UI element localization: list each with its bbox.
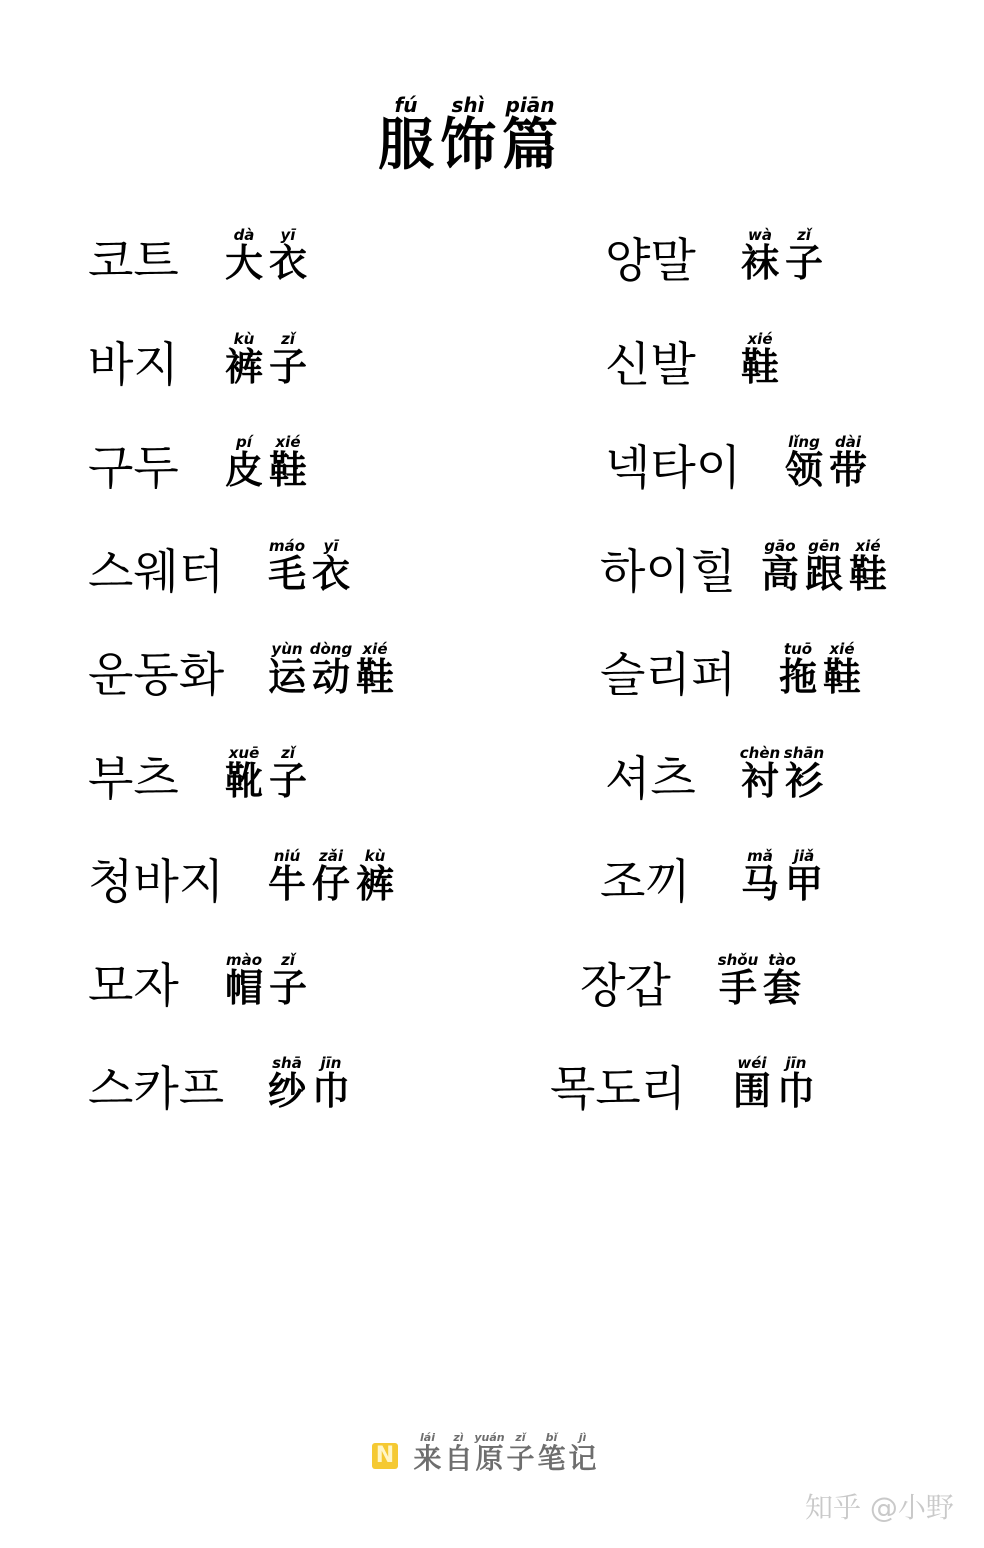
pinyin: dà [233,226,255,244]
pinyin: tuō [783,640,813,658]
korean-word: 하이힐 [600,544,737,600]
pinyin: xié [275,433,301,451]
hanzi: 拖 [778,654,817,699]
footer-char [443,1432,474,1473]
hanzi-with-pinyin [309,1054,353,1113]
hanzi-with-pinyin [266,329,310,389]
chinese-word [782,433,870,492]
hanzi: 毛 [267,550,306,596]
hanzi-with-pinyin [738,329,782,389]
pinyin: dòng [309,640,353,658]
hanzi: 马 [740,861,779,906]
chinese-word [716,950,804,1010]
hanzi: 领 [784,447,823,492]
pinyin: gēn [808,536,840,555]
footer-pinyin: bǐ [545,1431,558,1444]
pinyin: zǐ [281,743,295,762]
pinyin: tào [768,950,796,969]
hanzi: 子 [268,964,307,1010]
hanzi: 袜 [740,240,779,285]
footer-pinyin: jì [578,1431,587,1444]
pinyin: kù [364,847,386,865]
korean-word: 바지 [88,337,179,393]
hanzi-with-pinyin [738,226,782,285]
korean-word: 스웨터 [88,544,225,600]
footer-hanzi: 来 [413,1442,442,1475]
korean-word: 양말 [605,234,696,289]
hanzi-with-pinyin [265,1054,309,1113]
footer-char [412,1432,443,1473]
pinyin: xié [829,640,855,658]
pinyin: máo [268,536,306,555]
pinyin: dài [834,433,861,451]
title-pinyin: piān [505,93,555,117]
hanzi-with-pinyin [760,950,804,1010]
title-char [437,93,499,178]
hanzi: 鞋 [268,447,307,492]
chinese-word [738,329,782,389]
hanzi: 鞋 [822,654,861,699]
pinyin: pí [236,433,252,451]
footer-pinyin: zì [453,1431,464,1444]
title-pinyin: shì [451,93,485,117]
pinyin: shān [783,743,825,762]
vocab-row [0,728,984,808]
footer-pinyin: yuán [474,1431,505,1444]
chinese-word [776,640,864,699]
hanzi: 高 [760,550,799,596]
n-logo-icon [372,1443,398,1469]
korean-word: 구두 [88,441,179,496]
hanzi-with-pinyin [309,847,353,906]
vocab-row [0,521,984,601]
korean-word: 셔츠 [605,751,696,807]
pinyin: zǐ [281,950,295,969]
hanzi-with-pinyin [802,536,846,596]
hanzi-with-pinyin [222,226,266,285]
hanzi-with-pinyin [353,640,397,699]
chinese-word [222,743,310,803]
hanzi-with-pinyin [265,640,309,699]
hanzi-with-pinyin [758,536,802,596]
footer-char [505,1432,536,1473]
chinese-word [222,329,310,389]
chinese-word [222,226,310,285]
pinyin: shā [272,1054,302,1072]
pinyin: jiǎ [793,847,815,865]
footer-pinyin: zǐ [515,1431,526,1444]
pinyin: mǎ [747,847,773,865]
hanzi-with-pinyin [716,950,760,1010]
hanzi: 子 [784,240,823,285]
korean-word: 넥타이 [605,441,742,496]
footer-pinyin: lái [420,1431,435,1444]
hanzi: 仔 [311,861,350,906]
hanzi: 甲 [784,861,823,906]
pinyin: yùn [271,640,303,658]
footer-hanzi: 记 [568,1442,597,1475]
chinese-word [265,640,397,699]
vocab-row [0,1038,984,1118]
korean-word: 조끼 [600,855,691,910]
hanzi-with-pinyin [820,640,864,699]
hanzi: 纱 [267,1068,306,1113]
hanzi: 大 [224,240,263,285]
hanzi-with-pinyin [222,743,266,803]
vocab-row [0,417,984,497]
pinyin: zǐ [281,329,295,348]
hanzi: 子 [268,343,307,389]
chinese-word [265,536,353,596]
pinyin: gāo [764,536,796,555]
hanzi: 靴 [224,757,263,803]
hanzi: 子 [268,757,307,803]
hanzi: 围 [732,1068,771,1113]
chinese-word [738,743,826,803]
footer-hanzi: 子 [506,1442,535,1475]
hanzi-with-pinyin [222,433,266,492]
hanzi-with-pinyin [738,847,782,906]
hanzi-with-pinyin [265,847,309,906]
hanzi-with-pinyin [266,950,310,1010]
footer-hanzi: 原 [475,1442,504,1475]
korean-word: 청바지 [88,855,225,910]
pinyin: jīn [320,1054,342,1072]
pinyin: xié [747,329,773,348]
hanzi-with-pinyin [266,743,310,803]
pinyin: wéi [737,1054,767,1072]
pinyin: lǐng [788,433,820,451]
hanzi: 运 [267,654,306,699]
hanzi-with-pinyin [782,226,826,285]
hanzi-with-pinyin [353,847,397,906]
hanzi: 衣 [311,550,350,596]
hanzi-with-pinyin [782,433,826,492]
chinese-word [222,433,310,492]
hanzi: 牛 [267,861,306,906]
vocab-row [0,831,984,911]
hanzi-with-pinyin [782,743,826,803]
hanzi: 裤 [355,861,394,906]
hanzi-with-pinyin [730,1054,774,1113]
hanzi: 鞋 [355,654,394,699]
hanzi-with-pinyin [265,536,309,596]
pinyin: yī [280,226,296,244]
hanzi: 套 [762,964,801,1010]
vocab-row [0,624,984,704]
pinyin: zǐ [797,226,811,244]
hanzi-with-pinyin [309,640,353,699]
title-pinyin: fú [394,93,418,117]
pinyin: wà [748,226,772,244]
hanzi: 动 [311,654,350,699]
footer-char [536,1432,567,1473]
page-title [375,93,561,178]
title-char [375,93,437,178]
korean-word: 목도리 [550,1062,687,1117]
korean-word: 운동화 [88,648,225,703]
hanzi: 鞋 [848,550,887,596]
pinyin: kù [233,329,255,348]
footer-brand [372,1432,598,1473]
title-hanzi: 饰 [440,112,496,178]
hanzi-with-pinyin [266,433,310,492]
pinyin: jīn [785,1054,807,1072]
pinyin: chèn [739,743,781,762]
hanzi-with-pinyin [774,1054,818,1113]
hanzi: 裤 [224,343,263,389]
pinyin: niú [273,847,301,865]
footer-char [567,1432,598,1473]
hanzi-with-pinyin [738,743,782,803]
footer-hanzi: 笔 [537,1442,566,1475]
hanzi-with-pinyin [222,329,266,389]
vocab-row [0,314,984,394]
korean-word: 코트 [88,234,179,289]
korean-word: 스카프 [88,1062,225,1117]
korean-word: 부츠 [88,751,179,807]
chinese-word [265,847,397,906]
hanzi-with-pinyin [222,950,266,1010]
chinese-word [222,950,310,1010]
hanzi: 衬 [740,757,779,803]
pinyin: yī [323,536,339,555]
hanzi: 巾 [776,1068,815,1113]
pinyin: mào [225,950,263,969]
hanzi: 鞋 [740,343,779,389]
hanzi-with-pinyin [846,536,890,596]
hanzi-with-pinyin [826,433,870,492]
hanzi-with-pinyin [782,847,826,906]
hanzi: 衣 [268,240,307,285]
pinyin: xuē [228,743,260,762]
hanzi: 跟 [804,550,843,596]
chinese-word [265,1054,353,1113]
hanzi: 巾 [311,1068,350,1113]
footer-char [474,1432,505,1473]
hanzi: 皮 [224,447,263,492]
chinese-word [758,536,890,596]
korean-word: 신발 [605,337,696,393]
pinyin: xié [855,536,881,555]
hanzi: 帽 [224,964,263,1010]
hanzi-with-pinyin [266,226,310,285]
korean-word: 모자 [88,958,179,1014]
vocab-row [0,210,984,290]
title-char [499,93,561,178]
hanzi: 带 [828,447,867,492]
chinese-word [738,226,826,285]
title-hanzi: 服 [378,112,434,178]
korean-word: 슬리퍼 [600,648,737,703]
pinyin: xié [362,640,388,658]
vocab-row [0,935,984,1015]
title-hanzi: 篇 [502,112,558,178]
watermark: 知乎 @小野 [805,1491,954,1524]
chinese-word [730,1054,818,1113]
hanzi: 衫 [784,757,823,803]
hanzi: 手 [718,964,757,1010]
hanzi-with-pinyin [776,640,820,699]
footer-hanzi: 自 [444,1442,473,1475]
pinyin: zǎi [319,847,343,865]
pinyin: shǒu [717,950,759,969]
chinese-word [738,847,826,906]
korean-word: 장갑 [580,958,671,1014]
hanzi-with-pinyin [309,536,353,596]
